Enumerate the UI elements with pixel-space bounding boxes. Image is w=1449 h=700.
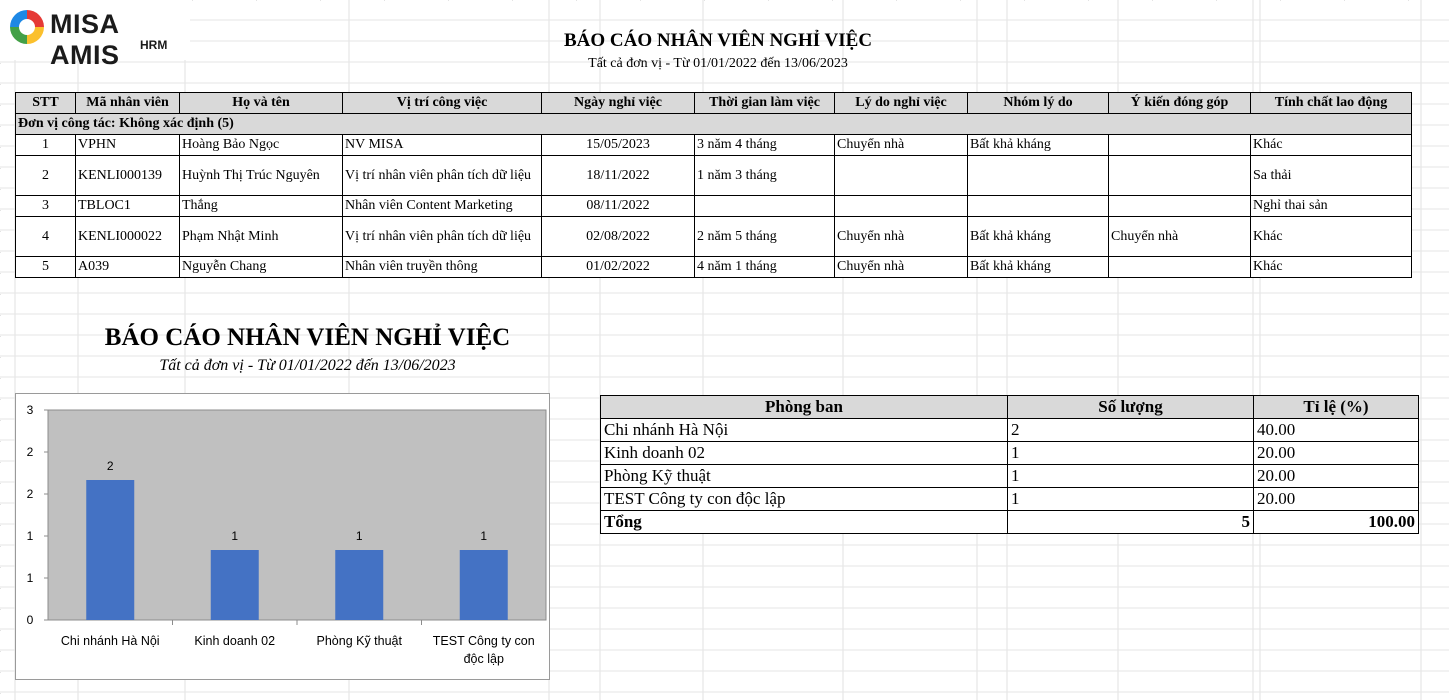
table-cell[interactable]: TBLOC1: [76, 196, 180, 217]
table-cell[interactable]: Chuyển nhà: [835, 135, 968, 156]
column-header[interactable]: Họ và tên: [180, 93, 343, 114]
x-tick-label: Kinh doanh 02: [194, 634, 276, 648]
summary-total-cell[interactable]: Tổng: [601, 511, 1008, 534]
summary-row[interactable]: [601, 488, 1419, 511]
table-cell[interactable]: Bất khả kháng: [968, 257, 1109, 278]
table-cell[interactable]: Sa thải: [1251, 156, 1412, 196]
bar-chart[interactable]: [15, 393, 550, 680]
table-cell[interactable]: Nhân viên Content Marketing: [343, 196, 542, 217]
bar: [460, 550, 508, 620]
table-cell[interactable]: 1: [16, 135, 76, 156]
table-cell[interactable]: Nguyễn Chang: [180, 257, 343, 278]
table-row[interactable]: [16, 257, 1412, 278]
table-cell[interactable]: 3: [16, 196, 76, 217]
y-tick-label: 0: [26, 613, 34, 627]
bar: [335, 550, 383, 620]
table-cell[interactable]: 1 năm 3 tháng: [695, 156, 835, 196]
column-header[interactable]: Thời gian làm việc: [695, 93, 835, 114]
summary-column-header[interactable]: Tỉ lệ (%): [1254, 396, 1419, 419]
table-row[interactable]: [16, 196, 1412, 217]
summary-cell[interactable]: TEST Công ty con độc lập: [601, 488, 1008, 511]
column-header[interactable]: Tính chất lao động: [1251, 93, 1412, 114]
x-tick-label: Chi nhánh Hà Nội: [60, 634, 160, 648]
table-row[interactable]: [16, 135, 1412, 156]
table-cell[interactable]: [695, 196, 835, 217]
y-tick-label: 3: [26, 403, 34, 417]
table-cell[interactable]: Vị trí nhân viên phân tích dữ liệu: [343, 156, 542, 196]
table-cell[interactable]: 08/11/2022: [542, 196, 695, 217]
summary-cell[interactable]: 2: [1008, 419, 1254, 442]
logo-brand: MISA AMIS: [50, 9, 120, 70]
table-cell[interactable]: [1109, 135, 1251, 156]
table-cell[interactable]: [1109, 257, 1251, 278]
table-cell[interactable]: [835, 156, 968, 196]
table-cell[interactable]: Khác: [1251, 135, 1412, 156]
bar-chart-svg: [16, 394, 549, 679]
summary-column-header[interactable]: Số lượng: [1008, 396, 1254, 419]
table-cell[interactable]: Chuyển nhà: [1109, 217, 1251, 257]
summary-header-row: [601, 396, 1419, 419]
department-summary-table: [600, 395, 1419, 534]
table-cell[interactable]: A039: [76, 257, 180, 278]
table-cell[interactable]: 01/02/2022: [542, 257, 695, 278]
table-cell[interactable]: Hoàng Bảo Ngọc: [180, 135, 343, 156]
bar: [211, 550, 259, 620]
bar: [86, 480, 134, 620]
summary-cell[interactable]: Chi nhánh Hà Nội: [601, 419, 1008, 442]
data-label: 1: [231, 529, 239, 543]
table-cell[interactable]: [1109, 156, 1251, 196]
table-cell[interactable]: [1109, 196, 1251, 217]
table-cell[interactable]: 3 năm 4 tháng: [695, 135, 835, 156]
report-subtitle: Tất cả đơn vị - Từ 01/01/2022 đến 13/06/2023: [588, 56, 848, 71]
table-cell[interactable]: KENLI000022: [76, 217, 180, 257]
x-tick-label: độc lập: [463, 652, 504, 666]
table-cell[interactable]: 02/08/2022: [542, 217, 695, 257]
table-header-row: [16, 93, 1412, 114]
table-cell[interactable]: 18/11/2022: [542, 156, 695, 196]
table-cell[interactable]: Khác: [1251, 257, 1412, 278]
summary-cell[interactable]: 1: [1008, 442, 1254, 465]
table-cell[interactable]: KENLI000139: [76, 156, 180, 196]
table-cell[interactable]: [968, 196, 1109, 217]
table-cell[interactable]: 4 năm 1 tháng: [695, 257, 835, 278]
column-header[interactable]: Nhóm lý do: [968, 93, 1109, 114]
table-cell[interactable]: Phạm Nhật Minh: [180, 217, 343, 257]
summary-total-cell[interactable]: 100.00: [1254, 511, 1419, 534]
chart-subtitle: Tất cả đơn vị - Từ 01/01/2022 đến 13/06/2023: [159, 357, 456, 374]
group-label: Đơn vị công tác: Không xác định (5): [16, 114, 1412, 135]
column-header[interactable]: STT: [16, 93, 76, 114]
table-cell[interactable]: [968, 156, 1109, 196]
column-header[interactable]: Mã nhân viên: [76, 93, 180, 114]
x-tick-label: Phòng Kỹ thuật: [316, 634, 402, 648]
table-row[interactable]: [16, 156, 1412, 196]
table-cell[interactable]: 4: [16, 217, 76, 257]
summary-cell[interactable]: 20.00: [1254, 488, 1419, 511]
table-cell[interactable]: Bất khả kháng: [968, 135, 1109, 156]
table-cell[interactable]: Thắng: [180, 196, 343, 217]
summary-cell[interactable]: 20.00: [1254, 465, 1419, 488]
column-header[interactable]: Ý kiến đóng góp: [1109, 93, 1251, 114]
table-cell[interactable]: VPHN: [76, 135, 180, 156]
table-cell[interactable]: Chuyển nhà: [835, 257, 968, 278]
data-label: 1: [355, 529, 363, 543]
table-cell[interactable]: Huỳnh Thị Trúc Nguyên: [180, 156, 343, 196]
summary-row[interactable]: [601, 442, 1419, 465]
logo-product: HRM: [140, 38, 168, 52]
y-tick-label: 2: [26, 487, 34, 501]
column-header[interactable]: Lý do nghỉ việc: [835, 93, 968, 114]
data-label: 1: [480, 529, 488, 543]
table-cell[interactable]: 2: [16, 156, 76, 196]
y-tick-label: 2: [26, 445, 34, 459]
x-tick-label: TEST Công ty con: [432, 634, 535, 648]
table-cell[interactable]: Nhân viên truyền thông: [343, 257, 542, 278]
summary-total-row[interactable]: [601, 511, 1419, 534]
resignation-table: [15, 92, 1412, 278]
table-cell[interactable]: Khác: [1251, 217, 1412, 257]
summary-row[interactable]: [601, 419, 1419, 442]
column-header[interactable]: Vị trí công việc: [343, 93, 542, 114]
summary-column-header[interactable]: Phòng ban: [601, 396, 1008, 419]
table-cell[interactable]: 5: [16, 257, 76, 278]
y-tick-label: 1: [26, 529, 34, 543]
y-tick-label: 1: [26, 571, 34, 585]
table-cell[interactable]: Nghỉ thai sản: [1251, 196, 1412, 217]
table-cell[interactable]: Vị trí nhân viên phân tích dữ liệu: [343, 217, 542, 257]
chart-title: BÁO CÁO NHÂN VIÊN NGHỈ VIỆC: [104, 324, 511, 351]
summary-cell[interactable]: 40.00: [1254, 419, 1419, 442]
table-row[interactable]: [16, 217, 1412, 257]
report-title: BÁO CÁO NHÂN VIÊN NGHỈ VIỆC: [563, 30, 873, 51]
summary-cell[interactable]: Phòng Kỹ thuật: [601, 465, 1008, 488]
table-cell[interactable]: 15/05/2023: [542, 135, 695, 156]
summary-row[interactable]: [601, 465, 1419, 488]
group-row[interactable]: [16, 114, 1412, 135]
summary-cell[interactable]: 1: [1008, 465, 1254, 488]
table-cell[interactable]: [835, 196, 968, 217]
summary-total-cell[interactable]: 5: [1008, 511, 1254, 534]
summary-cell[interactable]: Kinh doanh 02: [601, 442, 1008, 465]
summary-cell[interactable]: 1: [1008, 488, 1254, 511]
summary-cell[interactable]: 20.00: [1254, 442, 1419, 465]
table-cell[interactable]: Bất khả kháng: [968, 217, 1109, 257]
table-cell[interactable]: Chuyển nhà: [835, 217, 968, 257]
data-label: 2: [106, 459, 114, 473]
column-header[interactable]: Ngày nghỉ việc: [542, 93, 695, 114]
table-cell[interactable]: NV MISA: [343, 135, 542, 156]
table-cell[interactable]: 2 năm 5 tháng: [695, 217, 835, 257]
